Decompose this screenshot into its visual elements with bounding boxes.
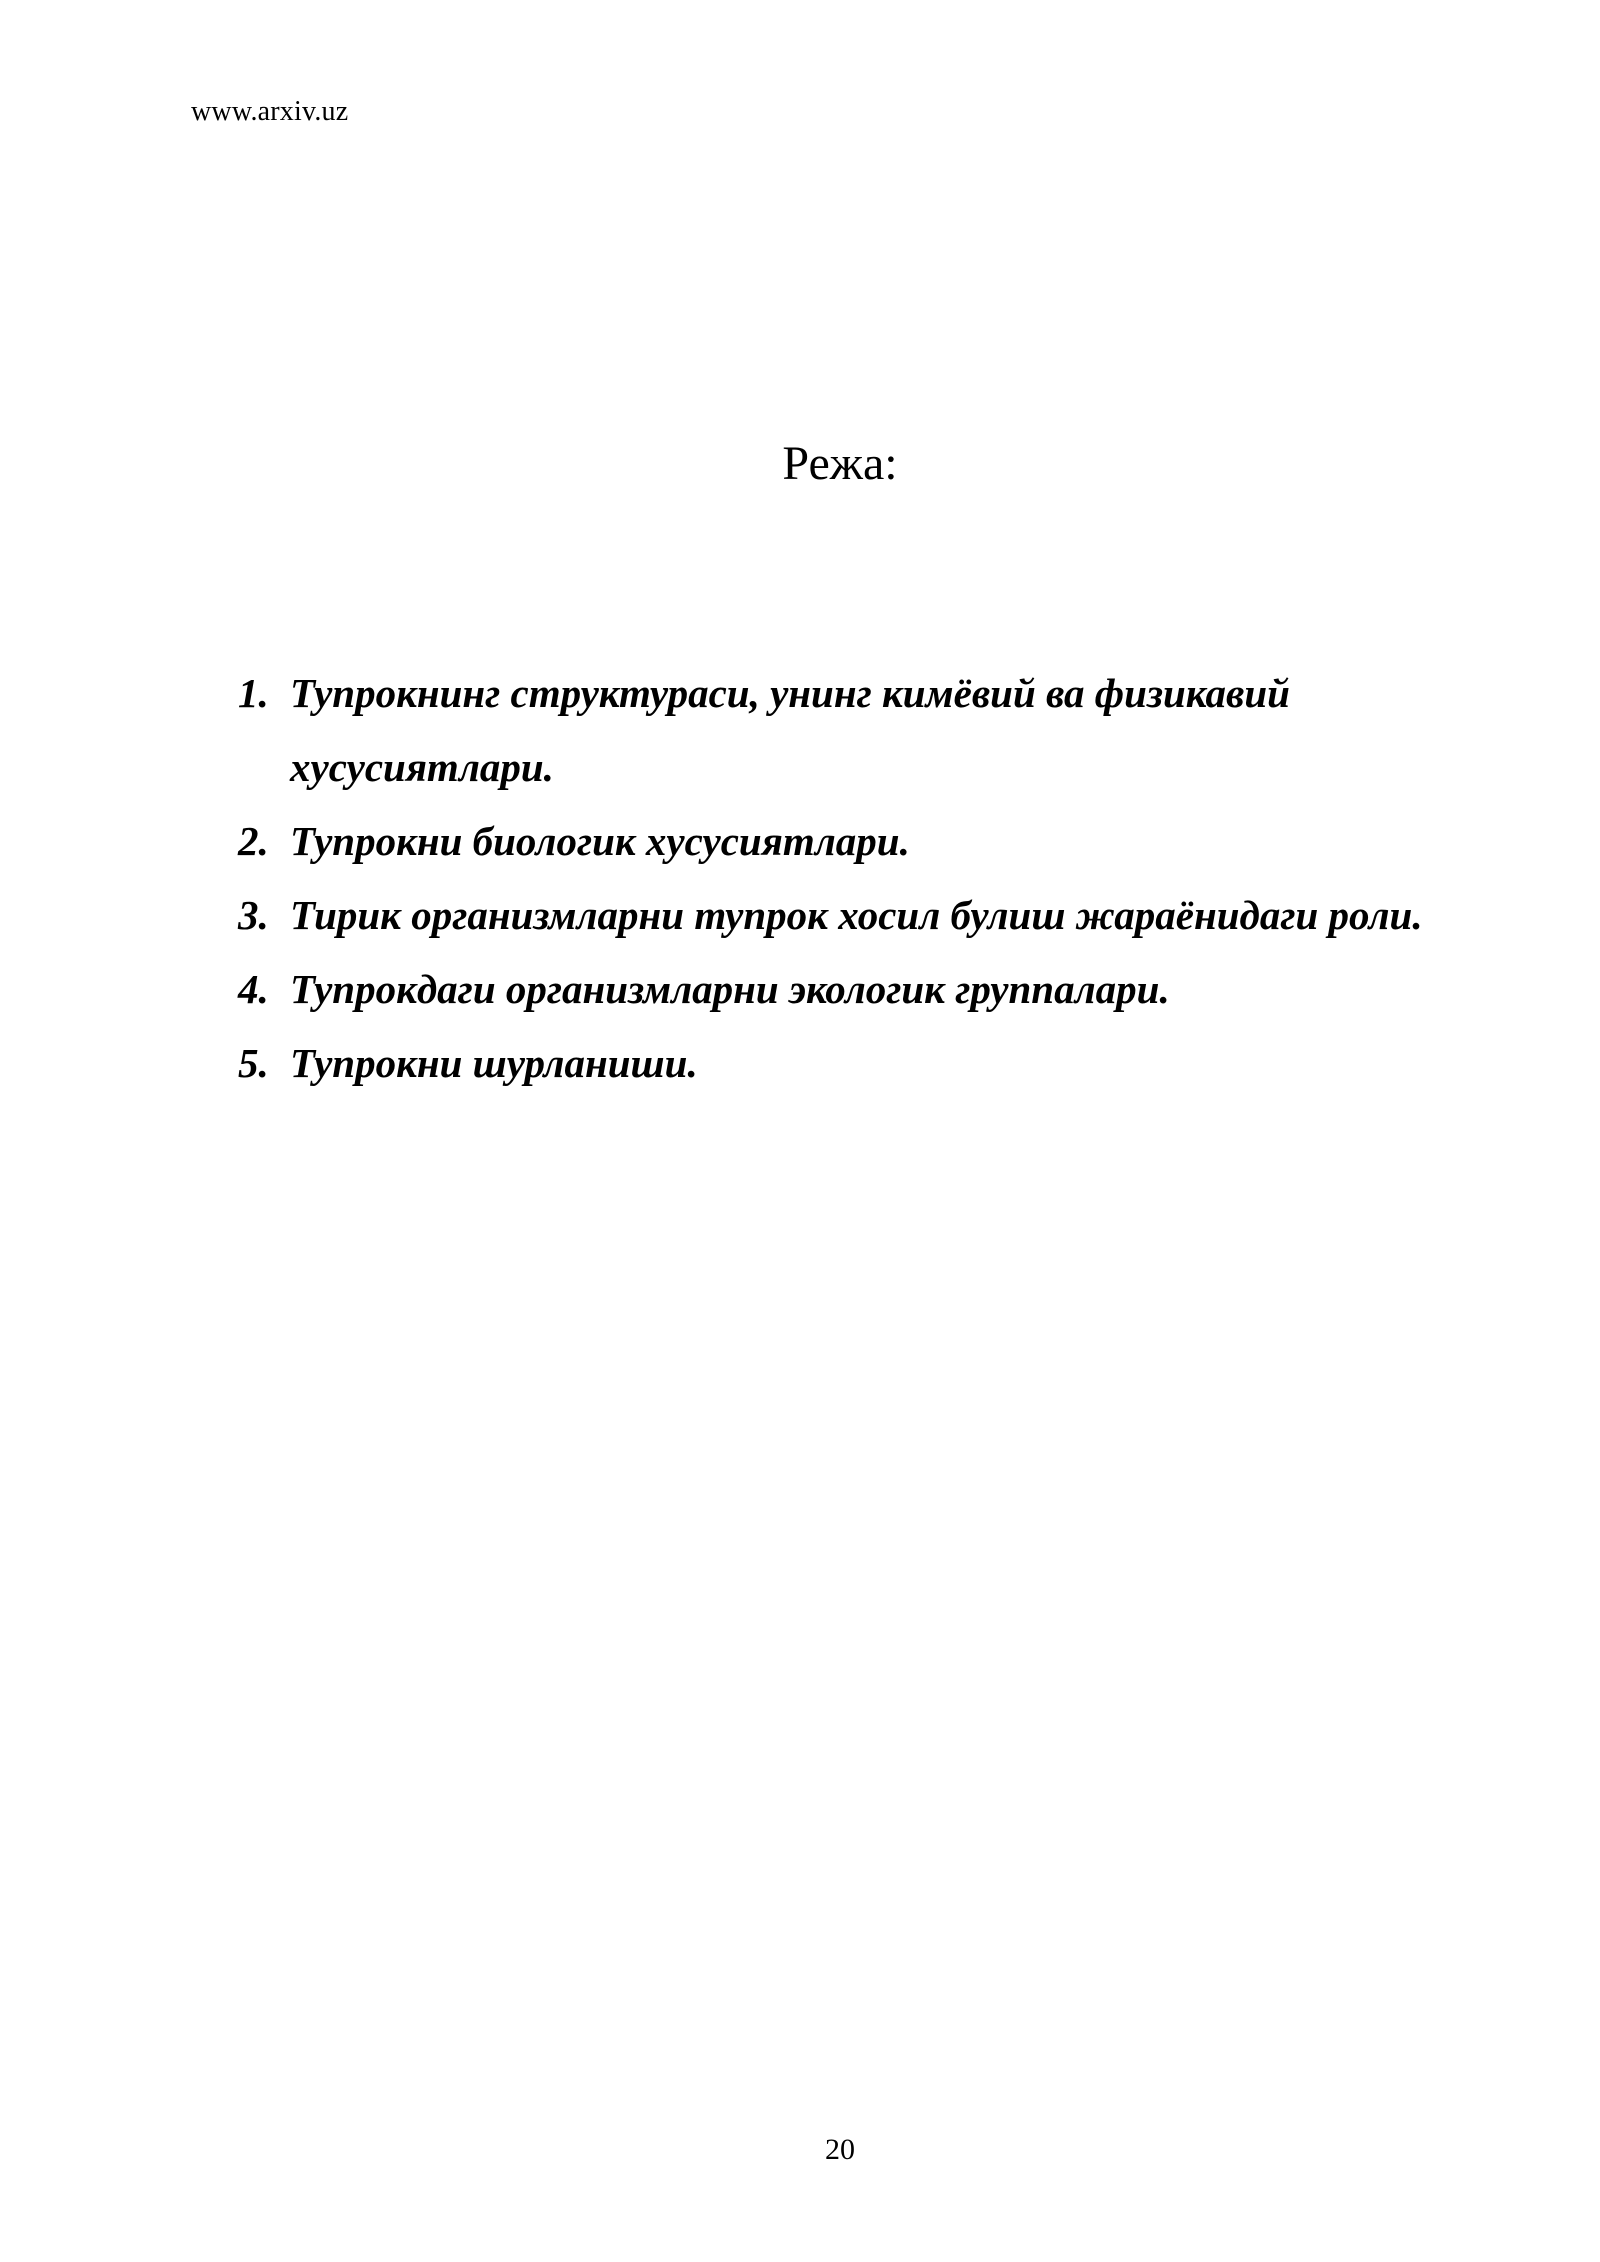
plan-item-number: 1. [238,670,269,716]
plan-item-text: Тупрокни шурланиши. [290,1040,698,1086]
plan-item-number: 5. [238,1040,269,1086]
site-header: www.arxiv.uz [191,96,349,127]
plan-item-text: Тупрокни биологик хусусиятлари. [290,818,910,864]
plan-item-text: Тирик организмларни тупрок хосил булиш жараёнидаги роли. [290,892,1423,938]
plan-item-number: 2. [238,818,269,864]
plan-item [238,952,1538,1026]
plan-item [238,656,1538,804]
page-number: 20 [825,2133,855,2166]
plan-item-text: Тупрокдаги организмларни экологик группалари. [290,966,1170,1012]
plan-item-text: Тупрокнинг структураси, унинг кимёвий ва физикавий хусусиятлари. [290,670,1290,790]
plan-item [238,804,1538,878]
plan-item-number: 4. [238,966,269,1012]
plan-item-number: 3. [238,892,269,938]
plan-list [238,656,1538,1100]
plan-title: Режа: [782,437,898,490]
plan-item [238,1026,1538,1100]
plan-item [238,878,1538,952]
